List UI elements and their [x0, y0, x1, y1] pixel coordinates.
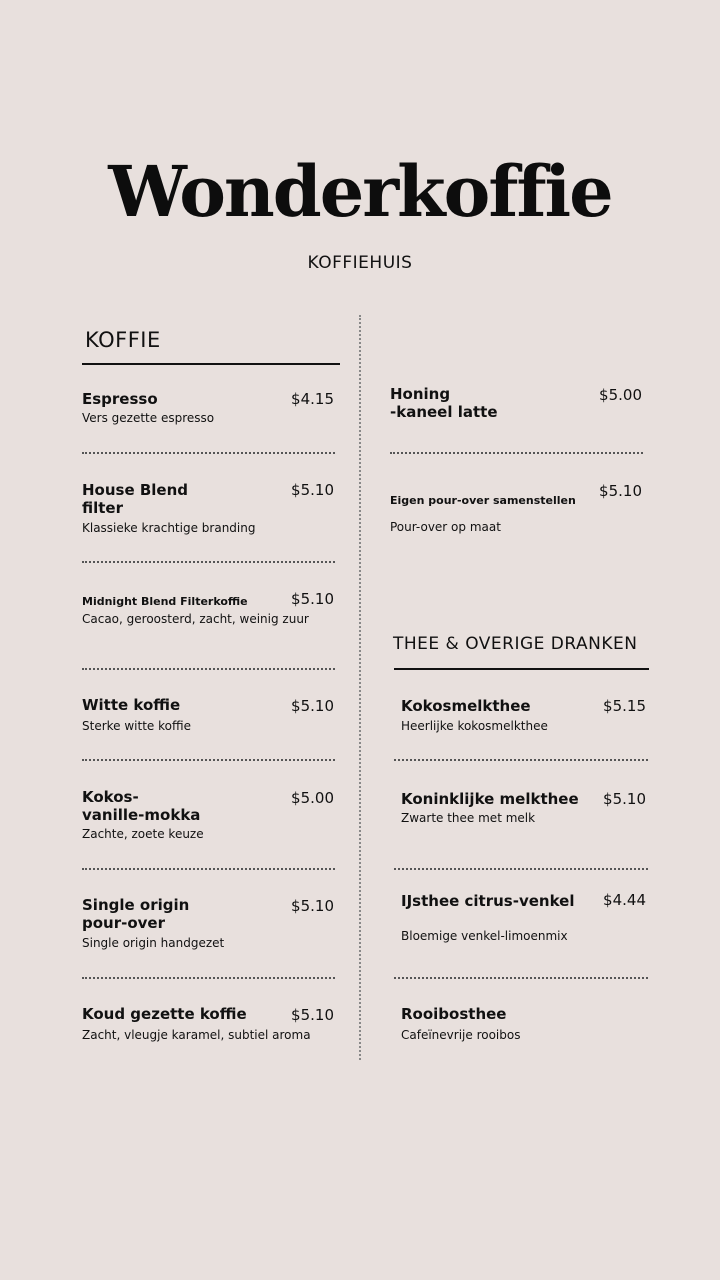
item-price: $5.10: [291, 481, 334, 499]
item-description: Vers gezette espresso: [82, 411, 215, 425]
item-price: $5.10: [603, 790, 646, 808]
item-price: $4.15: [291, 390, 334, 408]
item-name: Rooibosthee: [401, 1005, 507, 1023]
item-name: House Blend filter: [82, 481, 189, 517]
dotted-separator: [82, 561, 335, 563]
dotted-separator: [82, 868, 335, 870]
item-name: Koninklijke melkthee: [401, 790, 579, 808]
item-name: Honing -kaneel latte: [390, 385, 498, 421]
item-name: Kokosmelkthee: [401, 697, 531, 715]
item-description: Zachte, zoete keuze: [82, 827, 204, 841]
item-name: Espresso: [82, 390, 158, 408]
section-rule: [394, 668, 649, 670]
dotted-separator: [82, 668, 335, 670]
item-name: Eigen pour-over samenstellen: [390, 494, 576, 507]
item-name: Single origin pour-over: [82, 896, 190, 932]
section-heading-thee: THEE & OVERIGE DRANKEN: [393, 634, 638, 654]
item-price: $4.44: [603, 891, 646, 909]
item-description: Pour-over op maat: [390, 520, 501, 534]
dotted-separator: [82, 977, 335, 979]
dotted-separator: [394, 868, 648, 870]
item-price: $5.15: [603, 697, 646, 715]
item-description: Zacht, vleugje karamel, subtiel aroma: [82, 1028, 311, 1042]
dotted-separator: [82, 759, 335, 761]
menu-subtitle: KOFFIEHUIS: [307, 253, 413, 273]
menu-title: Wonderkoffie: [108, 150, 612, 233]
dotted-separator: [394, 759, 648, 761]
item-name: Koud gezette koffie: [82, 1005, 247, 1023]
item-name: Kokos- vanille-mokka: [82, 788, 201, 824]
item-name: IJsthee citrus-venkel: [401, 892, 575, 910]
item-price: $5.10: [291, 897, 334, 915]
item-description: Bloemige venkel-limoenmix: [401, 929, 568, 943]
item-price: $5.10: [599, 482, 642, 500]
item-price: $5.10: [291, 697, 334, 715]
section-heading-koffie: KOFFIE: [85, 328, 161, 352]
item-price: $5.00: [599, 386, 642, 404]
item-description: Heerlijke kokosmelkthee: [401, 719, 548, 733]
item-price: $5.10: [291, 590, 334, 608]
item-description: Cacao, geroosterd, zacht, weinig zuur: [82, 612, 309, 626]
item-description: Single origin handgezet: [82, 936, 225, 950]
item-name: Midnight Blend Filterkoffie: [82, 595, 248, 608]
dotted-separator: [82, 452, 335, 454]
dotted-separator: [394, 977, 648, 979]
item-description: Cafeïnevrije rooibos: [401, 1028, 521, 1042]
dotted-separator: [390, 452, 643, 454]
section-rule: [82, 363, 340, 365]
item-price: $5.10: [291, 1006, 334, 1024]
item-name: Witte koffie: [82, 696, 181, 714]
item-price: $5.00: [291, 789, 334, 807]
item-description: Zwarte thee met melk: [401, 811, 536, 825]
column-divider: [359, 315, 361, 1060]
item-description: Klassieke krachtige branding: [82, 521, 256, 535]
item-description: Sterke witte koffie: [82, 719, 191, 733]
